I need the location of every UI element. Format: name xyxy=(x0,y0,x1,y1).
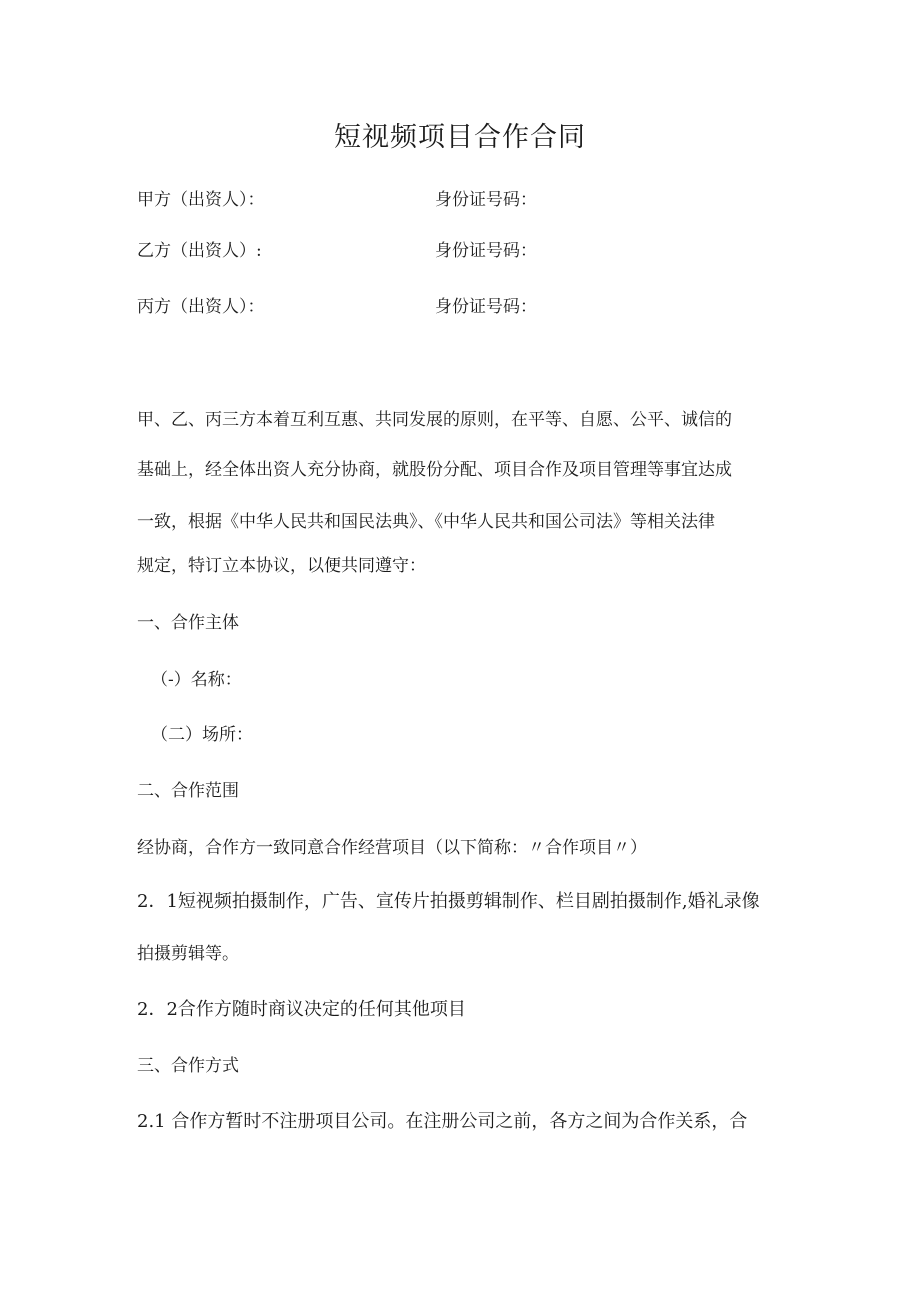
section-2-heading: 二、合作范围 xyxy=(137,781,239,801)
section-2-clause-2: 2．2合作方随时商议决定的任何其他项目 xyxy=(137,999,466,1020)
preamble-line-4: 规定，特订立本协议，以便共同遵守： xyxy=(137,556,426,576)
party-b-row xyxy=(137,236,797,266)
party-c-row xyxy=(137,292,797,322)
section-3-heading: 三、合作方式 xyxy=(137,1056,239,1076)
section-1-item-name: （-）名称： xyxy=(151,670,242,690)
section-2-clause-1-line-1: 2．1短视频拍摄制作，广告、宣传片拍摄剪辑制作、栏目剧拍摄制作,婚礼录像 xyxy=(137,891,760,912)
party-c-id-label: 身份证号码： xyxy=(435,297,537,317)
section-2-clause-1-line-2: 拍摄剪辑等。 xyxy=(137,944,239,964)
party-a-label: 甲方（出资人）： xyxy=(137,190,265,210)
preamble-line-3: 一致，根据《中华人民共和国民法典》、《中华人民共和国公司法》等相关法律 xyxy=(137,512,715,532)
party-b-id-label: 身份证号码： xyxy=(435,241,537,261)
party-a-row xyxy=(137,185,797,215)
party-c-label: 丙方（出资人）： xyxy=(137,297,265,317)
preamble-line-2: 基础上，经全体出资人充分协商，就股份分配、项目合作及项目管理等事宜达成 xyxy=(137,460,732,480)
section-2-intro: 经协商，合作方一致同意合作经营项目（以下简称：〃合作项目〃） xyxy=(137,838,647,858)
preamble-line-1: 甲、乙、丙三方本着互利互惠、共同发展的原则，在平等、自愿、公平、诚信的 xyxy=(137,410,732,430)
document-title: 短视频项目合作合同 xyxy=(334,122,586,153)
party-a-id-label: 身份证号码： xyxy=(435,190,537,210)
section-1-item-place: （二）场所： xyxy=(151,725,253,745)
party-b-label: 乙方（出资人）: xyxy=(137,241,262,261)
section-3-clause-1: 2.1 合作方暂时不注册项目公司。在注册公司之前，各方之间为合作关系，合 xyxy=(137,1111,748,1132)
section-1-heading: 一、合作主体 xyxy=(137,613,239,633)
